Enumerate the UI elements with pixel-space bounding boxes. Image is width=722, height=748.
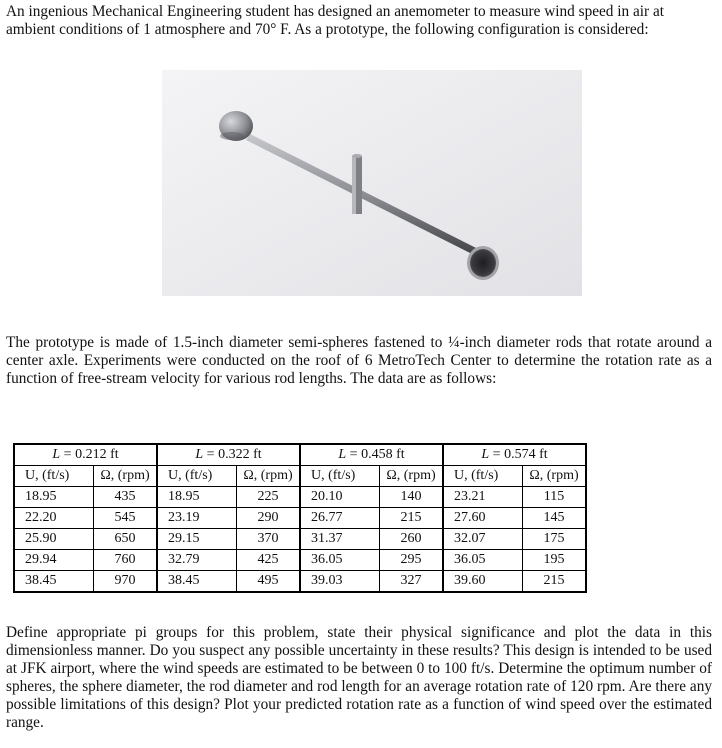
column-header-omega: Ω, (rpm) — [380, 466, 444, 487]
group-header-1: L = 0.212 ft — [14, 444, 157, 466]
cell-u: 39.03 — [300, 571, 380, 593]
cell-omega: 295 — [380, 550, 444, 571]
cell-omega: 175 — [523, 529, 587, 550]
group-header-2: L = 0.322 ft — [157, 444, 300, 466]
description-paragraph: The prototype is made of 1.5-inch diameter semi-spheres fastened to ¼-inch diameter rods that rotate around a center axle. Experiments were conducted on the roof of 6 MetroTech Center to determine the rotation rate as a function of free-stream velocity for various rod lengths. The data are as follows: — [6, 334, 712, 387]
cell-u: 31.37 — [300, 529, 380, 550]
cell-u: 25.90 — [14, 529, 94, 550]
column-header-u: U, (ft/s) — [157, 466, 237, 487]
cell-omega: 140 — [380, 487, 444, 508]
cell-u: 38.45 — [157, 571, 237, 593]
cell-u: 39.60 — [443, 571, 523, 593]
column-header-omega: Ω, (rpm) — [94, 466, 158, 487]
group-header-4: L = 0.574 ft — [443, 444, 586, 466]
column-header-omega: Ω, (rpm) — [237, 466, 301, 487]
table-row — [14, 508, 586, 529]
group-header-row — [14, 444, 586, 466]
table-row — [14, 487, 586, 508]
column-header-u: U, (ft/s) — [14, 466, 94, 487]
cell-u: 23.21 — [443, 487, 523, 508]
cell-omega: 195 — [523, 550, 587, 571]
cell-omega: 225 — [237, 487, 301, 508]
question-paragraph: Define appropriate pi groups for this problem, state their physical significance and plot the data in this dimensionless manner. Do you suspect any possible uncertainty in these results? This design is intended to be used at JFK airport, where the wind speeds are estimated to be between 0 to 100 ft/s. Determine the optimum number of spheres, the sphere diameter, the rod diameter and rod length for an average rotation rate of 120 rpm. Are there any possible limitations of this design? Plot your predicted rotation rate as a function of wind speed over the estimated range. — [6, 624, 712, 731]
cell-omega: 115 — [523, 487, 587, 508]
cell-omega: 290 — [237, 508, 301, 529]
table-row — [14, 550, 586, 571]
anemometer-prototype-icon — [162, 70, 582, 296]
cell-u: 32.79 — [157, 550, 237, 571]
data-table — [13, 443, 587, 593]
cell-omega: 215 — [380, 508, 444, 529]
cell-omega: 260 — [380, 529, 444, 550]
group-header-3: L = 0.458 ft — [300, 444, 443, 466]
cell-omega: 650 — [94, 529, 158, 550]
cell-u: 38.45 — [14, 571, 94, 593]
cell-omega: 425 — [237, 550, 301, 571]
column-header-u: U, (ft/s) — [300, 466, 380, 487]
cell-u: 29.94 — [14, 550, 94, 571]
cell-u: 18.95 — [157, 487, 237, 508]
table-row — [14, 571, 586, 593]
cell-u: 23.19 — [157, 508, 237, 529]
cell-u: 26.77 — [300, 508, 380, 529]
cell-omega: 760 — [94, 550, 158, 571]
column-header-u: U, (ft/s) — [443, 466, 523, 487]
cell-omega: 370 — [237, 529, 301, 550]
table-row — [14, 529, 586, 550]
cell-u: 22.20 — [14, 508, 94, 529]
cell-u: 29.15 — [157, 529, 237, 550]
cell-u: 27.60 — [443, 508, 523, 529]
cell-omega: 215 — [523, 571, 587, 593]
cell-u: 20.10 — [300, 487, 380, 508]
cell-u: 32.07 — [443, 529, 523, 550]
cell-omega: 495 — [237, 571, 301, 593]
cell-u: 18.95 — [25, 489, 57, 504]
column-header-row — [14, 466, 586, 487]
column-header-omega: Ω, (rpm) — [523, 466, 587, 487]
cell-u: 36.05 — [443, 550, 523, 571]
figure-background — [162, 70, 582, 296]
intro-paragraph: An ingenious Mechanical Engineering student has designed an anemometer to measure wind speed in air at ambient conditions of 1 atmosphere and 70° F. As a prototype, the following configuration is considered: — [6, 3, 664, 38]
cell-omega: 327 — [380, 571, 444, 593]
cell-omega: 145 — [523, 508, 587, 529]
cell-omega: 970 — [94, 571, 158, 593]
cell-omega: 545 — [94, 508, 158, 529]
cell-omega: 435 — [94, 487, 158, 508]
cell-u: 36.05 — [300, 550, 380, 571]
